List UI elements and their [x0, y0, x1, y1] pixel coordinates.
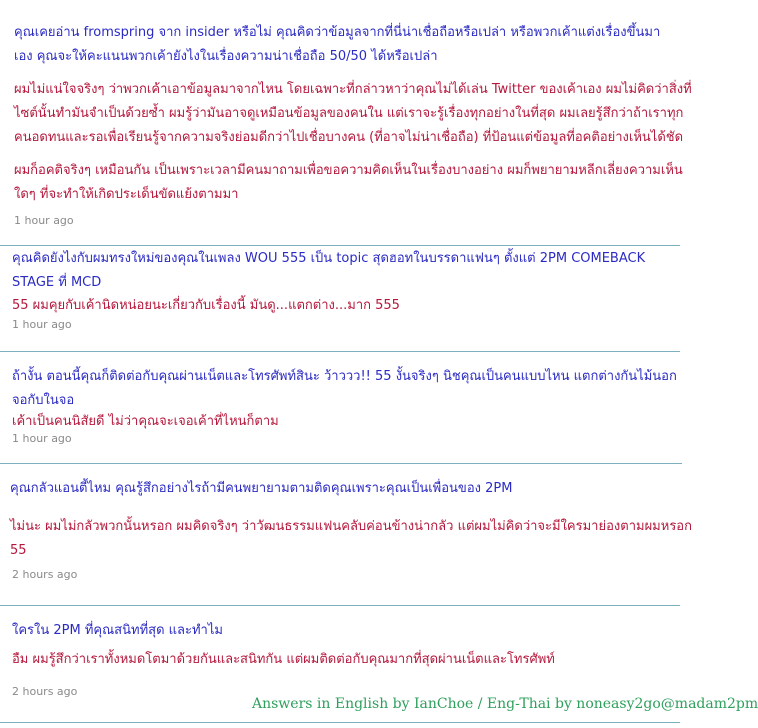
- divider: [0, 605, 680, 606]
- question-text: ถ้างั้น ตอนนี้คุณก็ติดต่อกับคุณผ่านเน็ตและโทรศัพท์สินะ ว้าววว!! 55 งั้นจริงๆ นิชคุณเป็นคนแบบไหน แตกต่างกันไม้นอกจอกับในจอ: [12, 369, 677, 408]
- question-text: ใครใน 2PM ที่คุณสนิทที่สุด และทำไม: [12, 623, 223, 638]
- timestamp: 2 hours ago: [12, 568, 78, 581]
- answer-text: ผมไม่แน่ใจจริงๆ ว่าพวกเค้าเอาข้อมูลมาจากไหน โดยเฉพาะที่กล่าวหาว่าคุณไม่ได้เล่น Twitter ของเค้าเอง ผมไม่คิดว่าสิ่งที่ไซต์นั้นทำมันจำเป็นด้วยซ้ำ ผมรู้ว่ามันอาจดูเหมือนข้อมูลของคนใน แต่เราจะรู้เรื่องทุกอย่างในที่สุด ผมเลยรู้สึกว่าถ้าเราทุกคนอดทนและรอเพื่อเรียนรู้จากความจริงย่อมดีกว่าไปเชื่อบางคน (ที่อาจไม่น่าเชื่อถือ) ที่ป้อนแต่ข้อมูลที่อคติอย่างเห็นได้ชัด: [14, 82, 692, 145]
- timestamp: 1 hour ago: [12, 432, 72, 445]
- answer-text: ไม่นะ ผมไม่กลัวพวกนั้นหรอก ผมคิดจริงๆ ว่าวัฒนธรรมแฟนคลับค่อนข้างน่ากลัว แต่ผมไม่คิดว่าจะมีใครมาย่องตามผมหรอก 55: [10, 519, 692, 558]
- divider: [0, 722, 680, 723]
- timestamp: 2 hours ago: [12, 685, 78, 698]
- divider: [0, 245, 680, 246]
- answer-text: ผมก็อคติจริงๆ เหมือนกัน เป็นเพราะเวลามีคนมาถามเพื่อขอความคิดเห็นในเรื่องบางอย่าง ผมก็พยายามหลีกเลี่ยงความเห็นใดๆ ที่จะทำให้เกิดประเด็นขัดแย้งตามมา: [14, 163, 683, 202]
- question-text: คุณคิดยังไงกับผมทรงใหม่ของคุณในเพลง WOU 555 เป็น topic สุดฮอทในบรรดาแฟนๆ ตั้งแต่ 2PM COMEBACK STAGE ที่ MCD: [12, 251, 646, 290]
- translation-credit: Answers in English by IanChoe / Eng-Thai by noneasy2go@madam2pm: [252, 696, 758, 712]
- timestamp: 1 hour ago: [12, 318, 72, 331]
- question-text: คุณเคยอ่าน fromspring จาก insider หรือไม่ คุณคิดว่าข้อมูลจากที่นี่น่าเชื่อถือหรือเปล่า หรือพวกเค้าแต่งเรื่องขึ้นมาเอง คุณจะให้คะแนนพวกเค้ายังไงในเรื่องความน่าเชื่อถือ 50/50 ได้หรือเปล่า: [14, 25, 661, 64]
- question-text: คุณกลัวแอนตี้ไหม คุณรู้สึกอย่างไรถ้ามีคนพยายามตามติดคุณเพราะคุณเป็นเพื่อนของ 2PM: [10, 481, 513, 496]
- answer-text: อืม ผมรู้สึกว่าเราทั้งหมดโตมาด้วยกันและสนิทกัน แต่ผมติดต่อกับคุณมากที่สุดผ่านเน็ตและโทรศัพท์: [12, 652, 555, 667]
- timestamp: 1 hour ago: [14, 214, 74, 227]
- divider: [0, 463, 682, 464]
- divider: [0, 351, 680, 352]
- answer-text: 55 ผมคุยกับเค้านิดหน่อยนะเกี่ยวกับเรื่องนี้ มันดู...แตกต่าง...มาก 555: [12, 298, 400, 313]
- answer-text: เค้าเป็นคนนิสัยดี ไม่ว่าคุณจะเจอเค้าที่ไหนก็ตาม: [12, 414, 279, 429]
